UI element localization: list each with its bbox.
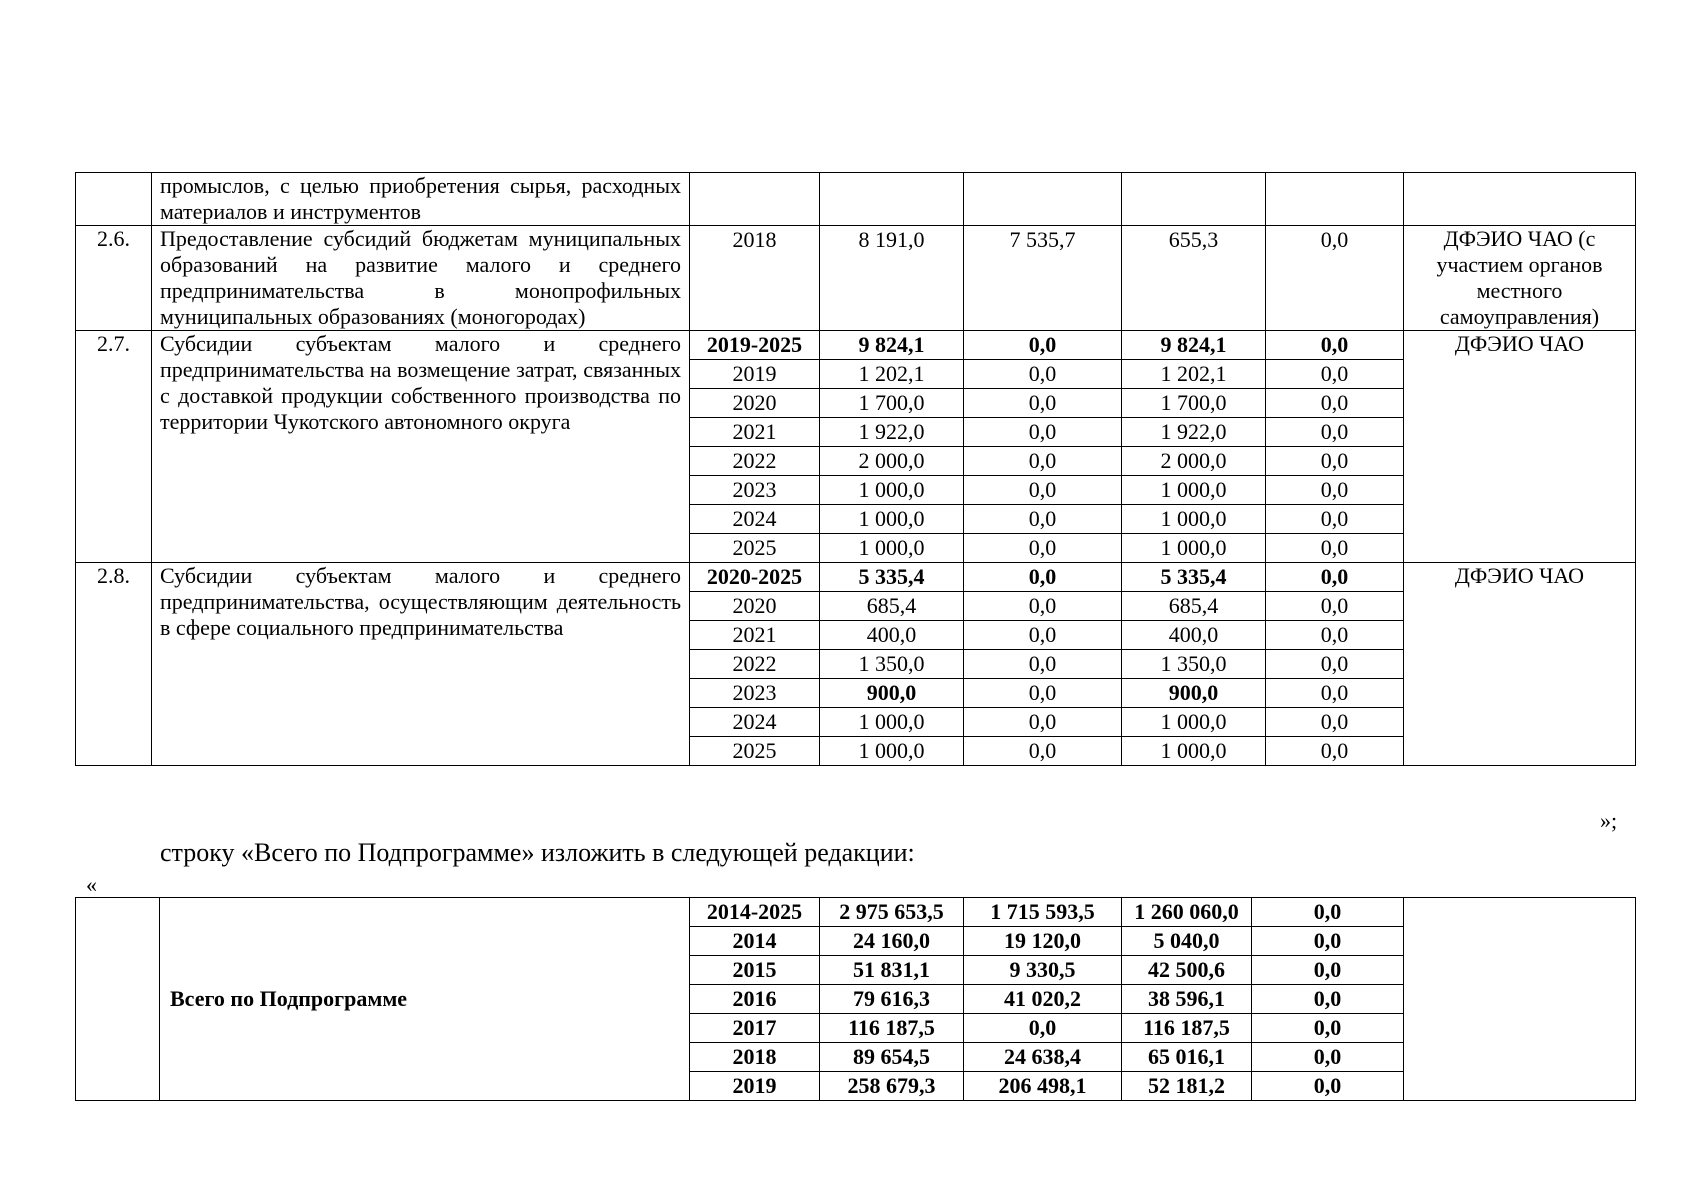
responsible-cell [1404, 173, 1636, 226]
responsible-cell: ДФЭИО ЧАО [1404, 331, 1636, 563]
total-cell: 1 922,0 [820, 418, 964, 447]
district-budget-cell: 1 000,0 [1122, 534, 1266, 563]
district-budget-cell: 655,3 [1122, 226, 1266, 331]
federal-budget-cell: 0,0 [964, 389, 1122, 418]
local-budget-cell: 0,0 [1252, 1014, 1404, 1043]
local-budget-cell: 0,0 [1266, 447, 1404, 476]
local-budget-cell [1266, 173, 1404, 226]
measures-table [75, 172, 1636, 766]
total-cell: 89 654,5 [820, 1043, 964, 1072]
local-budget-cell: 0,0 [1266, 534, 1404, 563]
year-cell: 2020 [690, 592, 820, 621]
row-number [76, 173, 152, 226]
year-cell: 2019 [690, 1072, 820, 1101]
year-cell: 2016 [690, 985, 820, 1014]
year-cell: 2021 [690, 418, 820, 447]
federal-budget-cell: 0,0 [964, 418, 1122, 447]
local-budget-cell: 0,0 [1252, 898, 1404, 927]
local-budget-cell: 0,0 [1266, 621, 1404, 650]
year-cell: 2018 [690, 1043, 820, 1072]
table-row [76, 898, 1636, 927]
district-budget-cell: 685,4 [1122, 592, 1266, 621]
district-budget-cell: 1 000,0 [1122, 505, 1266, 534]
federal-budget-cell: 24 638,4 [964, 1043, 1122, 1072]
local-budget-cell: 0,0 [1266, 505, 1404, 534]
local-budget-cell: 0,0 [1266, 650, 1404, 679]
row-number: 2.8. [76, 563, 152, 766]
district-budget-cell: 52 181,2 [1122, 1072, 1252, 1101]
year-cell: 2022 [690, 447, 820, 476]
total-cell: 400,0 [820, 621, 964, 650]
local-budget-cell: 0,0 [1266, 360, 1404, 389]
federal-budget-cell: 0,0 [964, 650, 1122, 679]
year-cell: 2020-2025 [690, 563, 820, 592]
year-cell: 2019-2025 [690, 331, 820, 360]
district-budget-cell: 5 040,0 [1122, 927, 1252, 956]
federal-budget-cell: 0,0 [964, 563, 1122, 592]
table-row [76, 331, 1636, 360]
measure-name: Субсидии субъектам малого и среднего предпринимательства на возмещение затрат, связанных с доставкой продукции собственного производства по территории Чукотского автономного округа [152, 331, 690, 563]
federal-budget-cell: 7 535,7 [964, 226, 1122, 331]
total-cell: 8 191,0 [820, 226, 964, 331]
district-budget-cell: 5 335,4 [1122, 563, 1266, 592]
local-budget-cell: 0,0 [1266, 226, 1404, 331]
federal-budget-cell: 0,0 [964, 331, 1122, 360]
district-budget-cell: 2 000,0 [1122, 447, 1266, 476]
federal-budget-cell: 0,0 [964, 592, 1122, 621]
federal-budget-cell: 206 498,1 [964, 1072, 1122, 1101]
measure-name: Субсидии субъектам малого и среднего предпринимательства, осуществляющим деятельность в сфере социального предпринимательства [152, 563, 690, 766]
district-budget-cell: 42 500,6 [1122, 956, 1252, 985]
federal-budget-cell: 1 715 593,5 [964, 898, 1122, 927]
total-cell: 51 831,1 [820, 956, 964, 985]
empty-cell [1404, 898, 1636, 1101]
year-cell: 2014-2025 [690, 898, 820, 927]
federal-budget-cell: 0,0 [964, 621, 1122, 650]
measure-name: промыслов, с целью приобретения сырья, расходных материалов и инструментов [152, 173, 690, 226]
year-cell [690, 173, 820, 226]
table-row [76, 563, 1636, 592]
opening-quote: « [86, 872, 97, 897]
total-cell: 9 824,1 [820, 331, 964, 360]
district-budget-cell: 400,0 [1122, 621, 1266, 650]
district-budget-cell: 900,0 [1122, 679, 1266, 708]
total-cell: 1 000,0 [820, 505, 964, 534]
district-budget-cell: 38 596,1 [1122, 985, 1252, 1014]
year-cell: 2025 [690, 534, 820, 563]
district-budget-cell: 116 187,5 [1122, 1014, 1252, 1043]
local-budget-cell: 0,0 [1252, 1072, 1404, 1101]
year-cell: 2025 [690, 737, 820, 766]
district-budget-cell [1122, 173, 1266, 226]
table-row [76, 226, 1636, 331]
local-budget-cell: 0,0 [1266, 563, 1404, 592]
total-cell [820, 173, 964, 226]
total-cell: 116 187,5 [820, 1014, 964, 1043]
district-budget-cell: 1 700,0 [1122, 389, 1266, 418]
federal-budget-cell: 0,0 [964, 534, 1122, 563]
total-cell: 1 000,0 [820, 534, 964, 563]
year-cell: 2018 [690, 226, 820, 331]
year-cell: 2024 [690, 505, 820, 534]
local-budget-cell: 0,0 [1252, 1043, 1404, 1072]
local-budget-cell: 0,0 [1266, 679, 1404, 708]
district-budget-cell: 1 000,0 [1122, 476, 1266, 505]
district-budget-cell: 1 000,0 [1122, 737, 1266, 766]
district-budget-cell: 65 016,1 [1122, 1043, 1252, 1072]
responsible-cell: ДФЭИО ЧАО [1404, 563, 1636, 766]
year-cell: 2023 [690, 679, 820, 708]
year-cell: 2023 [690, 476, 820, 505]
local-budget-cell: 0,0 [1252, 985, 1404, 1014]
responsible-cell: ДФЭИО ЧАО (с участием органов местного самоуправления) [1404, 226, 1636, 331]
row-number: 2.6. [76, 226, 152, 331]
year-cell: 2021 [690, 621, 820, 650]
federal-budget-cell: 41 020,2 [964, 985, 1122, 1014]
local-budget-cell: 0,0 [1266, 476, 1404, 505]
total-cell: 1 350,0 [820, 650, 964, 679]
year-cell: 2022 [690, 650, 820, 679]
total-cell: 1 000,0 [820, 708, 964, 737]
local-budget-cell: 0,0 [1252, 927, 1404, 956]
year-cell: 2017 [690, 1014, 820, 1043]
total-cell: 2 975 653,5 [820, 898, 964, 927]
federal-budget-cell: 0,0 [964, 708, 1122, 737]
federal-budget-cell: 9 330,5 [964, 956, 1122, 985]
total-cell: 1 202,1 [820, 360, 964, 389]
district-budget-cell: 1 350,0 [1122, 650, 1266, 679]
total-cell: 1 000,0 [820, 737, 964, 766]
total-cell: 900,0 [820, 679, 964, 708]
year-cell: 2014 [690, 927, 820, 956]
local-budget-cell: 0,0 [1266, 708, 1404, 737]
total-cell: 258 679,3 [820, 1072, 964, 1101]
local-budget-cell: 0,0 [1266, 389, 1404, 418]
year-cell: 2020 [690, 389, 820, 418]
measure-name: Предоставление субсидий бюджетам муниципальных образований на развитие малого и среднего предпринимательства в монопрофильных муниципальных образованиях (моногородах) [152, 226, 690, 331]
total-cell: 79 616,3 [820, 985, 964, 1014]
total-cell: 2 000,0 [820, 447, 964, 476]
federal-budget-cell: 0,0 [964, 505, 1122, 534]
local-budget-cell: 0,0 [1266, 418, 1404, 447]
federal-budget-cell: 0,0 [964, 737, 1122, 766]
federal-budget-cell: 0,0 [964, 679, 1122, 708]
federal-budget-cell: 0,0 [964, 447, 1122, 476]
local-budget-cell: 0,0 [1252, 956, 1404, 985]
year-cell: 2019 [690, 360, 820, 389]
federal-budget-cell: 0,0 [964, 1014, 1122, 1043]
instruction-paragraph: строку «Всего по Подпрограмме» изложить в следующей редакции: [160, 838, 915, 867]
closing-quote: »; [1600, 808, 1618, 833]
district-budget-cell: 9 824,1 [1122, 331, 1266, 360]
empty-cell [76, 898, 160, 1101]
total-cell: 685,4 [820, 592, 964, 621]
total-cell: 24 160,0 [820, 927, 964, 956]
district-budget-cell: 1 922,0 [1122, 418, 1266, 447]
federal-budget-cell: 19 120,0 [964, 927, 1122, 956]
row-number: 2.7. [76, 331, 152, 563]
total-cell: 1 000,0 [820, 476, 964, 505]
district-budget-cell: 1 000,0 [1122, 708, 1266, 737]
local-budget-cell: 0,0 [1266, 737, 1404, 766]
local-budget-cell: 0,0 [1266, 592, 1404, 621]
total-table [75, 897, 1636, 1101]
federal-budget-cell: 0,0 [964, 360, 1122, 389]
year-cell: 2015 [690, 956, 820, 985]
district-budget-cell: 1 202,1 [1122, 360, 1266, 389]
total-cell: 5 335,4 [820, 563, 964, 592]
total-label: Всего по Подпрограмме [160, 898, 690, 1101]
total-cell: 1 700,0 [820, 389, 964, 418]
year-cell: 2024 [690, 708, 820, 737]
table-row [76, 173, 1636, 226]
local-budget-cell: 0,0 [1266, 331, 1404, 360]
federal-budget-cell: 0,0 [964, 476, 1122, 505]
district-budget-cell: 1 260 060,0 [1122, 898, 1252, 927]
federal-budget-cell [964, 173, 1122, 226]
